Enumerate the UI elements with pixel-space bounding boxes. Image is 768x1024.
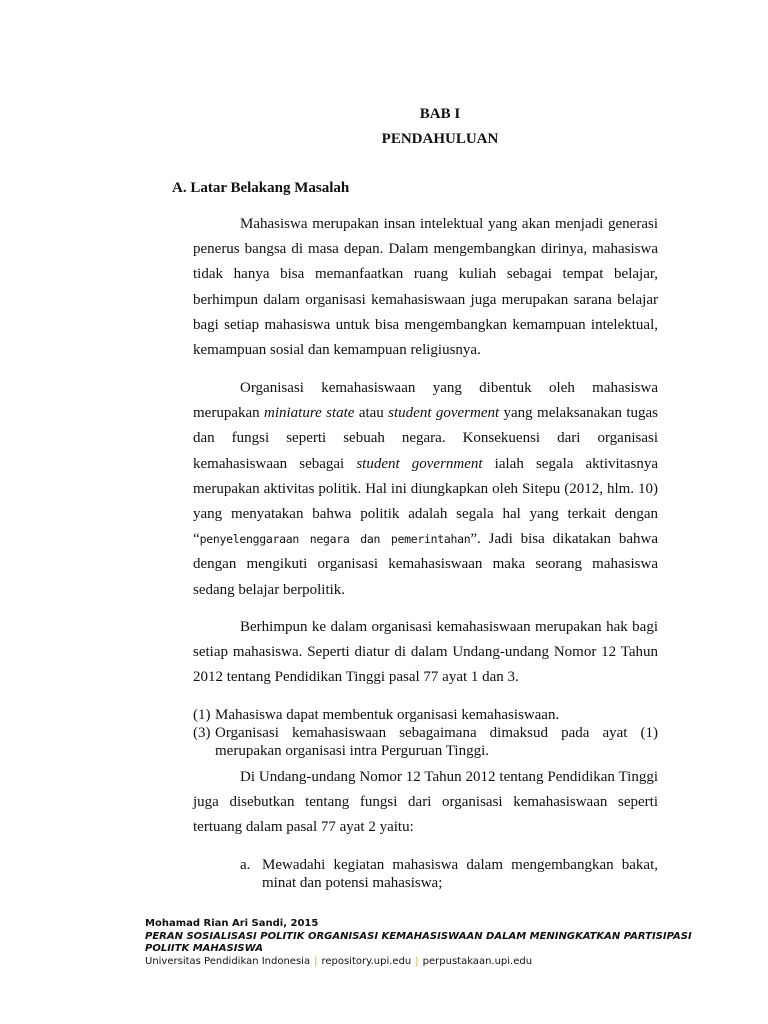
footer-separator: | <box>314 955 318 967</box>
paragraph-4: Di Undang-undang Nomor 12 Tahun 2012 tentang Pendidikan Tinggi juga disebutkan tentang fungsi dari organisasi kemahasiswaan seperti tertuang dalam pasal 77 ayat 2 yaitu: <box>193 769 658 836</box>
list-item: a. Mewadahi kegiatan mahasiswa dalam mengembangkan bakat, minat dan potensi mahasiswa; <box>240 857 658 891</box>
function-list <box>240 856 658 892</box>
section-heading: A. Latar Belakang Masalah <box>172 180 350 196</box>
page-footer <box>145 918 705 968</box>
term-miniature-state: miniature state <box>264 405 355 422</box>
footer-author: Mohamad Rian Ari Sandi, 2015 <box>145 918 319 929</box>
paragraph-1: Mahasiswa merupakan insan intelektual yang akan menjadi generasi penerus bangsa di masa depan. Dalam mengembangkan dirinya, mahasiswa tidak hanya bisa memanfaatkan ruang kuliah sebagai tempat belajar, berhimpun dalam organisasi kemahasiswaan juga merupakan sarana belajar bagi setiap mahasiswa untuk bisa mengembangkan kemampuan intelektual, kemampuan sosial dan kemampuan religiusnya. <box>193 216 658 359</box>
term-student-goverment: student goverment <box>388 405 500 422</box>
footer-links <box>145 956 705 969</box>
paragraph-2: Organisasi kemahasiswaan yang dibentuk oleh mahasiswa merupakan miniature state atau student goverment yang melaksanakan tugas dan fungsi seperti sebuah negara. Konsekuensi dari organisasi kemahasiswaan sebagai student government ialah segala aktivitasnya merupakan aktivitas politik. Hal ini diungkapkan oleh Sitepu (2012, hlm. 10) yang menyatakan bahwa politik adalah segala hal yang terkait dengan “penyelenggaraan negara dan pemerintahan”. Jadi bisa dikatakan bahwa dengan mengikuti organisasi kemahasiswaan maka seorang mahasiswa sedang belajar berpolitik. <box>193 380 659 598</box>
footer-thesis-title: PERAN SOSIALISASI POLITIK ORGANISASI KEMAHASISWAAN DALAM MENINGKATKAN PARTISIPASI POLIITK MAHASISWA <box>145 930 692 954</box>
chapter-title: PENDAHULUAN <box>381 131 499 147</box>
quote-text: penyelenggaraan negara dan pemerintahan <box>199 532 471 547</box>
footer-university: Universitas Pendidikan Indonesia <box>145 955 311 967</box>
list-item: (3) Organisasi kemahasiswaan sebagaimana dimaksud pada ayat (1) merupakan organisasi intra Perguruan Tinggi. <box>193 725 658 759</box>
term-student-government: student government <box>356 455 483 472</box>
chapter-number: BAB I <box>419 106 461 122</box>
paragraph-3: Berhimpun ke dalam organisasi kemahasiswaan merupakan hak bagi setiap mahasiswa. Seperti diatur di dalam Undang-undang Nomor 12 Tahun 2012 tentang Pendidikan Tinggi pasal 77 ayat 1 dan 3. <box>193 619 658 686</box>
list-item: (1) Mahasiswa dapat membentuk organisasi kemahasiswaan. <box>193 707 560 723</box>
law-article-list <box>193 706 658 760</box>
footer-repository-link[interactable]: repository.upi.edu <box>321 955 412 967</box>
footer-separator: | <box>415 955 419 967</box>
footer-library-link[interactable]: perpustakaan.upi.edu <box>422 955 533 967</box>
